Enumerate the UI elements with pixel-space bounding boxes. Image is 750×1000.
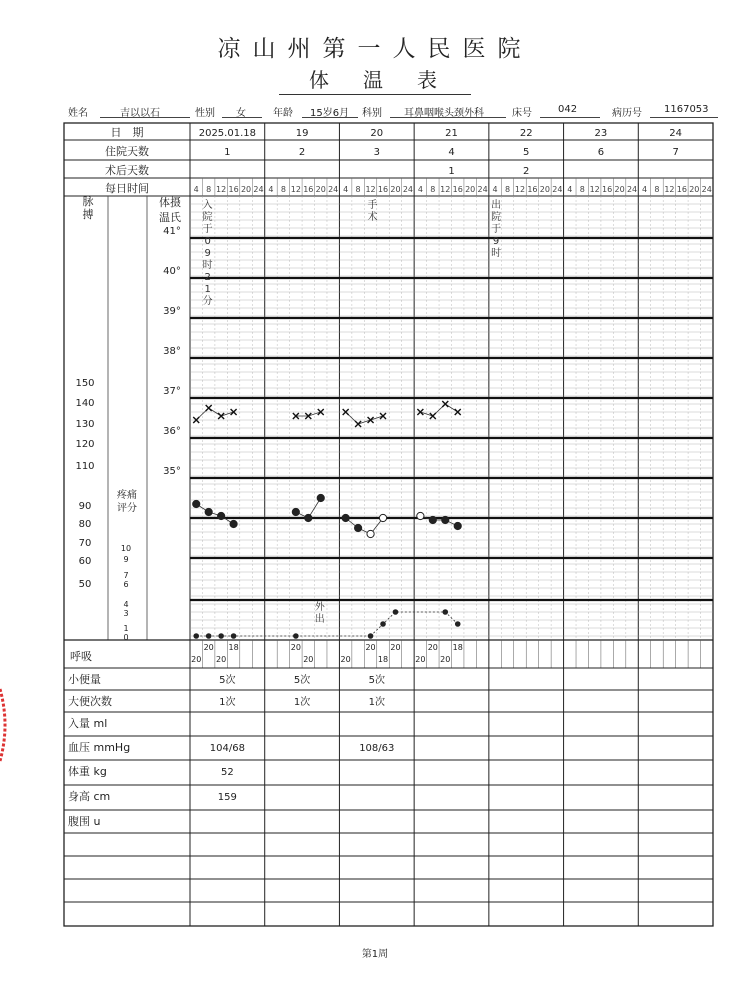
hour-tick-label: 4 bbox=[567, 185, 573, 194]
respiration-value: 20 bbox=[427, 643, 438, 652]
pain-point bbox=[393, 609, 399, 615]
temp-tick: 41° bbox=[163, 226, 181, 237]
respiration-value: 20 bbox=[415, 655, 426, 664]
pulse-tick: 130 bbox=[75, 419, 95, 430]
pulse-tick: 110 bbox=[75, 461, 95, 472]
hour-tick-label: 12 bbox=[664, 185, 675, 194]
admission-note: 时 bbox=[202, 260, 213, 271]
hour-tick-label: 24 bbox=[626, 185, 638, 194]
temp-axis-label: 体摄 bbox=[159, 196, 181, 209]
pain-point bbox=[218, 633, 224, 639]
days-label: 住院天数 bbox=[105, 145, 149, 158]
hour-tick-label: 4 bbox=[641, 185, 648, 194]
pain-point bbox=[293, 633, 299, 639]
temp-tick: 38° bbox=[163, 346, 181, 357]
respiration-value: 20 bbox=[303, 655, 314, 664]
temperature-point bbox=[355, 421, 361, 427]
temp-tick: 39° bbox=[163, 306, 181, 317]
respiration-value: 20 bbox=[216, 655, 227, 664]
hour-tick-label: 16 bbox=[676, 185, 687, 194]
admission-note: 入 bbox=[202, 200, 213, 211]
hour-tick-label: 24 bbox=[477, 185, 488, 194]
hour-tick-label: 8 bbox=[355, 185, 361, 194]
age-value: 15岁6月 bbox=[310, 108, 350, 119]
pain-tick: 1 bbox=[123, 624, 129, 633]
days-cell: 5 bbox=[523, 147, 530, 158]
hour-tick-label: 4 bbox=[417, 185, 423, 194]
date-cell: 22 bbox=[519, 128, 533, 139]
temp-tick: 35° bbox=[163, 466, 181, 477]
hour-tick-label: 4 bbox=[193, 185, 199, 194]
hour-tick-label: 20 bbox=[689, 185, 700, 194]
admission-note: 分 bbox=[202, 296, 213, 307]
lower-row-label: 小便量 bbox=[68, 673, 101, 686]
pain-point bbox=[455, 621, 461, 627]
respiration-value: 20 bbox=[440, 655, 451, 664]
temp-tick: 40° bbox=[163, 266, 181, 277]
date-cell: 24 bbox=[669, 128, 683, 139]
temperature-point bbox=[218, 413, 224, 419]
temp-tick: 36° bbox=[163, 426, 181, 437]
pulse-point bbox=[442, 516, 449, 523]
sheet-frame bbox=[64, 123, 713, 926]
pulse-tick: 50 bbox=[78, 579, 92, 590]
hour-tick-label: 12 bbox=[514, 185, 526, 194]
pulse-axis-label: 脉 bbox=[82, 195, 94, 208]
discharge-note: 9 bbox=[492, 236, 500, 247]
hour-tick-label: 12 bbox=[290, 185, 301, 194]
name-value: 吉以以石 bbox=[120, 108, 160, 119]
pulse-point bbox=[292, 508, 299, 515]
pulse-point bbox=[379, 514, 386, 521]
pulse-point bbox=[193, 500, 200, 507]
respiration-value: 20 bbox=[191, 655, 202, 664]
pulse-tick: 90 bbox=[78, 501, 92, 512]
date-cell: 21 bbox=[445, 128, 458, 139]
temperature-point bbox=[380, 413, 386, 419]
lower-row-value: 1次 bbox=[368, 697, 385, 708]
hour-tick-label: 16 bbox=[303, 185, 314, 194]
record-value: 1167053 bbox=[664, 104, 709, 115]
admission-note: 于 bbox=[202, 224, 213, 235]
lower-row-label: 大便次数 bbox=[68, 695, 112, 708]
lower-row-label: 血压 mmHg bbox=[68, 741, 131, 754]
date-cell: 2025.01.18 bbox=[198, 128, 256, 139]
hour-tick-label: 8 bbox=[206, 185, 212, 194]
pulse-point bbox=[342, 514, 349, 521]
lower-row-label: 腹围 u bbox=[68, 815, 101, 828]
hour-tick-label: 16 bbox=[527, 185, 538, 194]
discharge-note: 院 bbox=[491, 212, 502, 223]
hour-tick-label: 20 bbox=[240, 185, 252, 194]
days-cell: 6 bbox=[597, 147, 605, 158]
respiration-value: 20 bbox=[203, 643, 214, 652]
pulse-point bbox=[230, 520, 237, 527]
pulse-axis-label: 搏 bbox=[82, 208, 94, 221]
postop-cell: 2 bbox=[523, 166, 530, 177]
temperature-point bbox=[206, 405, 212, 411]
hour-tick-label: 12 bbox=[365, 185, 376, 194]
date-cell: 20 bbox=[370, 128, 384, 139]
dept-value: 耳鼻咽喉头颈外科 bbox=[404, 108, 484, 119]
sex-label: 性别 bbox=[195, 108, 215, 119]
admission-note: 9 bbox=[204, 248, 211, 259]
hour-tick-label: 12 bbox=[589, 185, 600, 194]
hour-tick-label: 24 bbox=[701, 185, 712, 194]
respiration-label: 呼吸 bbox=[70, 650, 92, 663]
hour-tick-label: 16 bbox=[602, 185, 613, 194]
sex-value: 女 bbox=[236, 108, 246, 119]
pulse-point bbox=[429, 516, 436, 523]
hour-tick-label: 4 bbox=[343, 185, 349, 194]
days-cell: 7 bbox=[672, 147, 679, 158]
lower-row-label: 体重 kg bbox=[68, 765, 107, 778]
temp-axis-label: 温氏 bbox=[159, 211, 181, 224]
sheet-title-text: 体温表 bbox=[279, 68, 471, 95]
pain-point bbox=[231, 633, 237, 639]
temp-tick: 37° bbox=[163, 386, 181, 397]
hospital-name: 凉山州第一人民医院 bbox=[217, 36, 533, 62]
respiration-value: 18 bbox=[377, 655, 389, 664]
pulse-point bbox=[317, 494, 324, 501]
days-cell: 2 bbox=[298, 147, 306, 158]
pain-tick: 10 bbox=[120, 544, 132, 553]
pain-point bbox=[442, 609, 448, 615]
record-label: 病历号 bbox=[612, 108, 642, 119]
pain-tick: 7 bbox=[123, 571, 129, 580]
hour-tick-label: 24 bbox=[328, 185, 339, 194]
pulse-tick: 120 bbox=[75, 439, 95, 450]
hour-tick-label: 24 bbox=[402, 185, 414, 194]
hour-tick-label: 16 bbox=[377, 185, 389, 194]
days-cell: 3 bbox=[373, 147, 380, 158]
lower-row-label: 身高 cm bbox=[68, 790, 111, 803]
hour-tick-label: 8 bbox=[280, 185, 286, 194]
pain-tick: 9 bbox=[123, 555, 129, 564]
lower-row-value: 5次 bbox=[293, 675, 311, 686]
discharge-note: 时 bbox=[491, 248, 502, 259]
pain-point bbox=[206, 633, 212, 639]
admission-note: 院 bbox=[202, 212, 213, 223]
out-note: 外 bbox=[314, 602, 325, 613]
date-label: 日 期 bbox=[110, 126, 144, 139]
pulse-point bbox=[205, 508, 212, 515]
pulse-point bbox=[454, 522, 461, 529]
hour-tick-label: 24 bbox=[253, 185, 264, 194]
pain-point bbox=[368, 633, 374, 639]
hour-tick-label: 16 bbox=[452, 185, 463, 194]
pulse-tick: 150 bbox=[75, 378, 95, 389]
hours-label: 每日时间 bbox=[105, 182, 149, 195]
date-cell: 23 bbox=[594, 128, 608, 139]
days-cell: 4 bbox=[448, 147, 455, 158]
pulse-point bbox=[355, 524, 362, 531]
surgery-note: 术 bbox=[367, 212, 378, 223]
bed-value: 042 bbox=[558, 104, 578, 115]
hour-tick-label: 8 bbox=[579, 185, 585, 194]
days-cell: 1 bbox=[224, 147, 231, 158]
hour-tick-label: 20 bbox=[614, 185, 625, 194]
temperature-point bbox=[430, 413, 436, 419]
postop-label: 术后天数 bbox=[105, 164, 149, 177]
pain-point bbox=[193, 633, 199, 639]
respiration-value: 18 bbox=[452, 643, 463, 652]
respiration-value: 20 bbox=[390, 643, 401, 652]
pulse-point bbox=[218, 512, 225, 519]
admission-note: 2 bbox=[204, 272, 211, 283]
admission-note: 0 bbox=[204, 236, 211, 247]
pulse-point bbox=[417, 512, 424, 519]
pulse-tick: 80 bbox=[78, 519, 92, 530]
hour-tick-label: 8 bbox=[654, 185, 660, 194]
surgery-note: 手 bbox=[367, 200, 378, 211]
pulse-tick: 140 bbox=[75, 398, 95, 409]
pain-tick: 0 bbox=[123, 633, 129, 642]
discharge-note: 于 bbox=[491, 224, 502, 235]
name-label: 姓名 bbox=[68, 108, 88, 119]
lower-row-value: 159 bbox=[217, 792, 237, 803]
page-number: 第1周 bbox=[361, 949, 389, 960]
hour-tick-label: 24 bbox=[552, 185, 563, 194]
pain-axis-label: 评分 bbox=[117, 503, 137, 514]
lower-row-value: 5次 bbox=[219, 675, 236, 686]
pain-tick: 4 bbox=[123, 600, 129, 609]
hour-tick-label: 8 bbox=[430, 185, 436, 194]
lower-row-value: 108/63 bbox=[359, 743, 395, 754]
hour-tick-label: 20 bbox=[390, 185, 401, 194]
respiration-value: 20 bbox=[365, 643, 376, 652]
hour-tick-label: 8 bbox=[504, 185, 511, 194]
lower-row-label: 入量 ml bbox=[68, 717, 108, 730]
pulse-tick: 70 bbox=[78, 538, 92, 549]
hour-tick-label: 12 bbox=[440, 185, 451, 194]
respiration-value: 20 bbox=[290, 643, 301, 652]
dept-label: 科别 bbox=[362, 108, 382, 119]
pulse-point bbox=[305, 514, 312, 521]
lower-row-value: 52 bbox=[220, 767, 234, 778]
red-stamp-edge bbox=[0, 685, 12, 765]
pain-point bbox=[380, 621, 386, 627]
lower-row-value: 1次 bbox=[293, 697, 311, 708]
pain-tick: 6 bbox=[123, 580, 129, 589]
hour-tick-label: 12 bbox=[216, 185, 227, 194]
date-cell: 19 bbox=[295, 128, 309, 139]
pulse-point bbox=[367, 530, 374, 537]
respiration-value: 20 bbox=[340, 655, 351, 664]
hour-tick-label: 20 bbox=[315, 185, 326, 194]
lower-row-value: 104/68 bbox=[209, 743, 245, 754]
hour-tick-label: 4 bbox=[268, 185, 274, 194]
pulse-tick: 60 bbox=[78, 556, 92, 567]
out-note: 出 bbox=[314, 614, 325, 625]
admission-note: 1 bbox=[204, 284, 211, 295]
postop-cell: 1 bbox=[448, 166, 455, 177]
pain-axis-label: 疼痛 bbox=[117, 490, 137, 501]
lower-row-value: 1次 bbox=[219, 697, 236, 708]
hour-tick-label: 16 bbox=[228, 185, 239, 194]
discharge-note: 出 bbox=[491, 200, 502, 211]
bed-label: 床号 bbox=[512, 108, 532, 119]
lower-row-value: 5次 bbox=[368, 675, 385, 686]
respiration-value: 18 bbox=[228, 643, 239, 652]
age-label: 年龄 bbox=[273, 108, 293, 119]
hour-tick-label: 4 bbox=[492, 185, 498, 194]
pain-tick: 3 bbox=[123, 609, 129, 618]
hour-tick-label: 20 bbox=[465, 185, 476, 194]
hour-tick-label: 20 bbox=[539, 185, 550, 194]
